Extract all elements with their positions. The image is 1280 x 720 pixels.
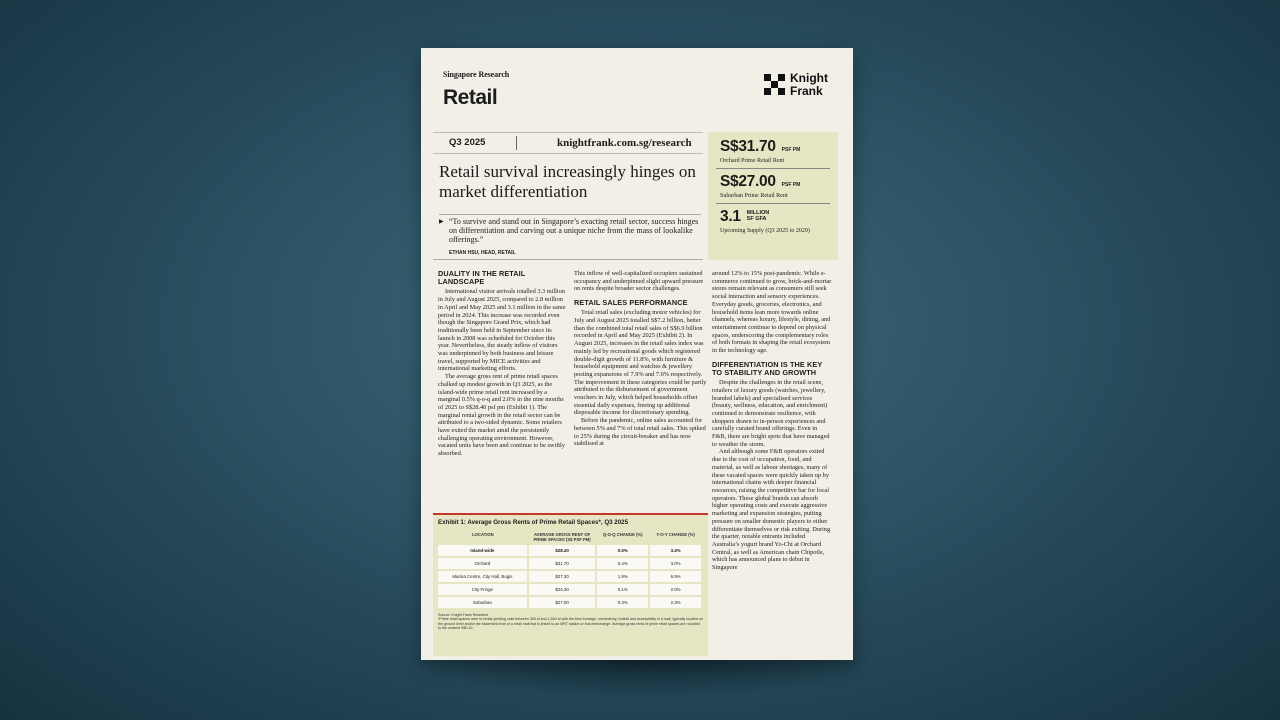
cell: 0.5% xyxy=(596,545,649,557)
table-row xyxy=(438,570,702,583)
headline: Retail survival increasingly hinges on market differentiation xyxy=(439,162,696,201)
paragraph: Total retail sales (excluding motor vehicles) for July and August 2025 totalled S$7.2 billion, better than the combined total retail sales of S$6.9 billion recorded in April and May 2025 (Exhibit 2). In August 2025, increases in the retail sales index was mainly led by recreational goods which registered double-digit growth of 11.8%, with furniture & household equipment and watches & jewellery posting expansions of 7.9% and 7.0% respectively. The improvement in these categories could be partly attributed to the disbursement of government vouchers in July, which helped households offset essential daily expenses, freeing up additional disposable income for discretionary spending. xyxy=(574,309,707,417)
rent-table xyxy=(438,530,703,610)
cell: 6.9% xyxy=(649,570,702,583)
cell: 3.0% xyxy=(649,557,702,570)
cell: $27.00 xyxy=(528,596,597,609)
cell: City Fringe xyxy=(438,583,528,596)
stat-unit xyxy=(747,210,770,222)
quote-text: “To survive and stand out in Singapore’s exacting retail sector, success hinges on differentiation and carving out a unique niche from the mass of lookalike offerings.” xyxy=(449,217,699,244)
meta-row xyxy=(433,132,703,154)
stat-unit-line2: SF GFA xyxy=(746,216,767,222)
exhibit-title: Exhibit 1: Average Gross Rents of Prime Retail Spaces*, Q3 2025 xyxy=(438,519,629,526)
knight-frank-logo xyxy=(764,72,836,102)
table-row xyxy=(438,545,702,557)
quote-arrow-icon: ▶ xyxy=(439,219,444,225)
research-link[interactable]: knightfrank.com.sg/research xyxy=(557,137,692,149)
stat-value: S$27.00 xyxy=(720,173,776,190)
cell: Marina Centre, City Hall, Bugis xyxy=(438,570,528,583)
stat-value: S$31.70 xyxy=(720,138,776,155)
pull-quote xyxy=(439,214,701,258)
cell: Suburban xyxy=(438,596,528,609)
col-header: AVERAGE GROSS RENT OF PRIME SPACES (S$ PSF PM) xyxy=(533,532,591,542)
eyebrow-label: Singapore Research xyxy=(443,70,510,79)
cell: Island-wide xyxy=(438,545,528,557)
report-title: Retail xyxy=(443,86,498,109)
cell: $24.30 xyxy=(528,583,597,596)
divider xyxy=(433,259,703,260)
col-header: Y-O-Y CHANGE (%) xyxy=(656,532,695,537)
paragraph: around 12% to 15% post-pandemic. While e-commerce continued to grow, brick-and-mortar stores remain relevant as consumers still seek social interaction and sensory experiences. Everyday goods, groceries, electronics, and household items lean more towards online channels, whereas luxury, lifestyle, dining, and entertainment continue to depend on physical spaces, underscoring the complementary roles of both formats in shaping the retail ecosystem in the technology age. xyxy=(712,270,832,355)
stat-label: Suburban Prime Retail Rent xyxy=(720,193,788,199)
paragraph: Before the pandemic, online sales accounted for between 5% and 7% of total retail sales. This spiked to 25% during the circuit-breaker and has now stabilised at xyxy=(574,417,706,448)
table-row xyxy=(438,557,702,570)
section-heading: DIFFERENTIATION IS THE KEY TO STABILITY AND GROWTH xyxy=(712,359,823,377)
body-column-2 xyxy=(574,270,708,448)
stat-unit: PSF PM xyxy=(781,147,801,153)
quarter-label: Q3 2025 xyxy=(433,136,517,150)
table-row xyxy=(438,583,702,596)
paragraph: The average gross rent of prime retail spaces chalked up modest growth in Q3 2025, as the island-wide prime retail rent increased by a marginal 0.5% q-o-q and 2.0% in the nine months of 2025 to S$28.40 psf pm (Exhibit 1). The marginal rental growth in the retail sector can be attributed to a two-sided dynamic. Some retailers have exited the market amid the persistently challenging operating environment. However, vacated units have been and continue to be swiftly absorbed. xyxy=(438,373,565,458)
cell: $27.30 xyxy=(528,570,597,583)
body-column-3 xyxy=(712,270,832,572)
table-row xyxy=(438,596,702,609)
stat-unit-line1: MILLION xyxy=(746,210,770,216)
cell: Orchard xyxy=(438,557,528,570)
paragraph: International visitor arrivals totalled 3.3 million in July and August 2025, compared to 2.8 million in April and May 2025 and 3.1 million in the same period in 2024. This increase was recorded even though the Singapore Grand Prix, which had traditionally been held in September since its launch in 2008 was scheduled for October this year. Nevertheless, the steady inflow of visitors was underpinned by both business and leisure travel, supported by MICE activities and international marketing efforts. xyxy=(438,288,566,373)
exhibit-footnote: *Prime retail spaces refer to rental-yielding units between 350 sf and 1,500 sf with the best frontage, connectivity, footfall and accessibility in a mall, typically located on the ground level and/or the basement level of a retail mall that is linked to an MRT station or bus interchange. Average gross rents of prime retail spaces are rounded to the nearest S$0.10. xyxy=(438,617,703,631)
cell: 0.1% xyxy=(596,583,649,596)
stat-label: Upcoming Supply (Q3 2025 to 2029) xyxy=(720,228,810,234)
cell: $31.70 xyxy=(528,557,597,570)
col-header: LOCATION xyxy=(472,532,494,537)
paragraph: And although some F&B operators exited due to the cost of occupation, food, and material, as well as labour shortages, many of these vacated spaces were quickly taken up by international chains with deeper financial resources, raising the competitive bar for local operators. These global brands can absorb higher operating costs and execute aggressive marketing and expansion strategies, putting pressure on smaller domestic players to either differentiate themselves or risk exiting. During the quarter, notable entrants included Australia’s yogurt brand Yo-Chi at Orchard Central, as well as American chain Chipotle, which has announced plans to debut in Singapore xyxy=(712,448,831,572)
body-column-1 xyxy=(438,270,566,458)
cell: 1.9% xyxy=(596,570,649,583)
exhibit-1 xyxy=(433,513,708,656)
paragraph: Despite the challenges in the retail scene, retailers of luxury goods (watches, jewellery, branded labels) and specialised services (beauty, wellness, education, and enrichment) continued to demonstrate resilience, with shoppers drawn to in-person experiences and carefully curated brand offerings. Even in F&B, there are bright spots that have managed to weather the storm. xyxy=(712,379,830,448)
cell: 0.3% xyxy=(596,596,649,609)
cell: 0.4% xyxy=(596,557,649,570)
cell: 2.3% xyxy=(649,596,702,609)
logo-word-frank: Frank xyxy=(790,84,823,98)
stat-suburban-rent xyxy=(716,169,830,204)
cell: 3.4% xyxy=(649,545,702,557)
key-stats-panel xyxy=(708,132,838,260)
paragraph: This inflow of well-capitalized occupiers sustained occupancy and underpinned slight upward pressure on rents despite broader sector challenges. xyxy=(574,270,704,293)
section-heading: RETAIL SALES PERFORMANCE xyxy=(574,298,688,308)
stat-value: 3.1 xyxy=(720,208,741,225)
cell: $28.40 xyxy=(528,545,597,557)
logo-word-knight: Knight xyxy=(790,71,828,85)
col-header: Q-O-Q CHANGE (%) xyxy=(603,532,643,537)
section-heading: DUALITY IN THE RETAIL LANDSCAPE xyxy=(438,269,526,287)
stat-unit: PSF PM xyxy=(781,182,801,188)
stat-orchard-rent xyxy=(716,134,830,169)
stat-upcoming-supply xyxy=(716,204,830,238)
exhibit-source: Source: Knight Frank Research xyxy=(438,613,489,617)
report-page xyxy=(421,48,853,660)
cell: 2.0% xyxy=(649,583,702,596)
knight-frank-logo-icon xyxy=(764,74,786,98)
quote-attribution: ETHAN HSU, HEAD, RETAIL xyxy=(449,250,516,256)
stat-label: Orchard Prime Retail Rent xyxy=(720,158,785,164)
